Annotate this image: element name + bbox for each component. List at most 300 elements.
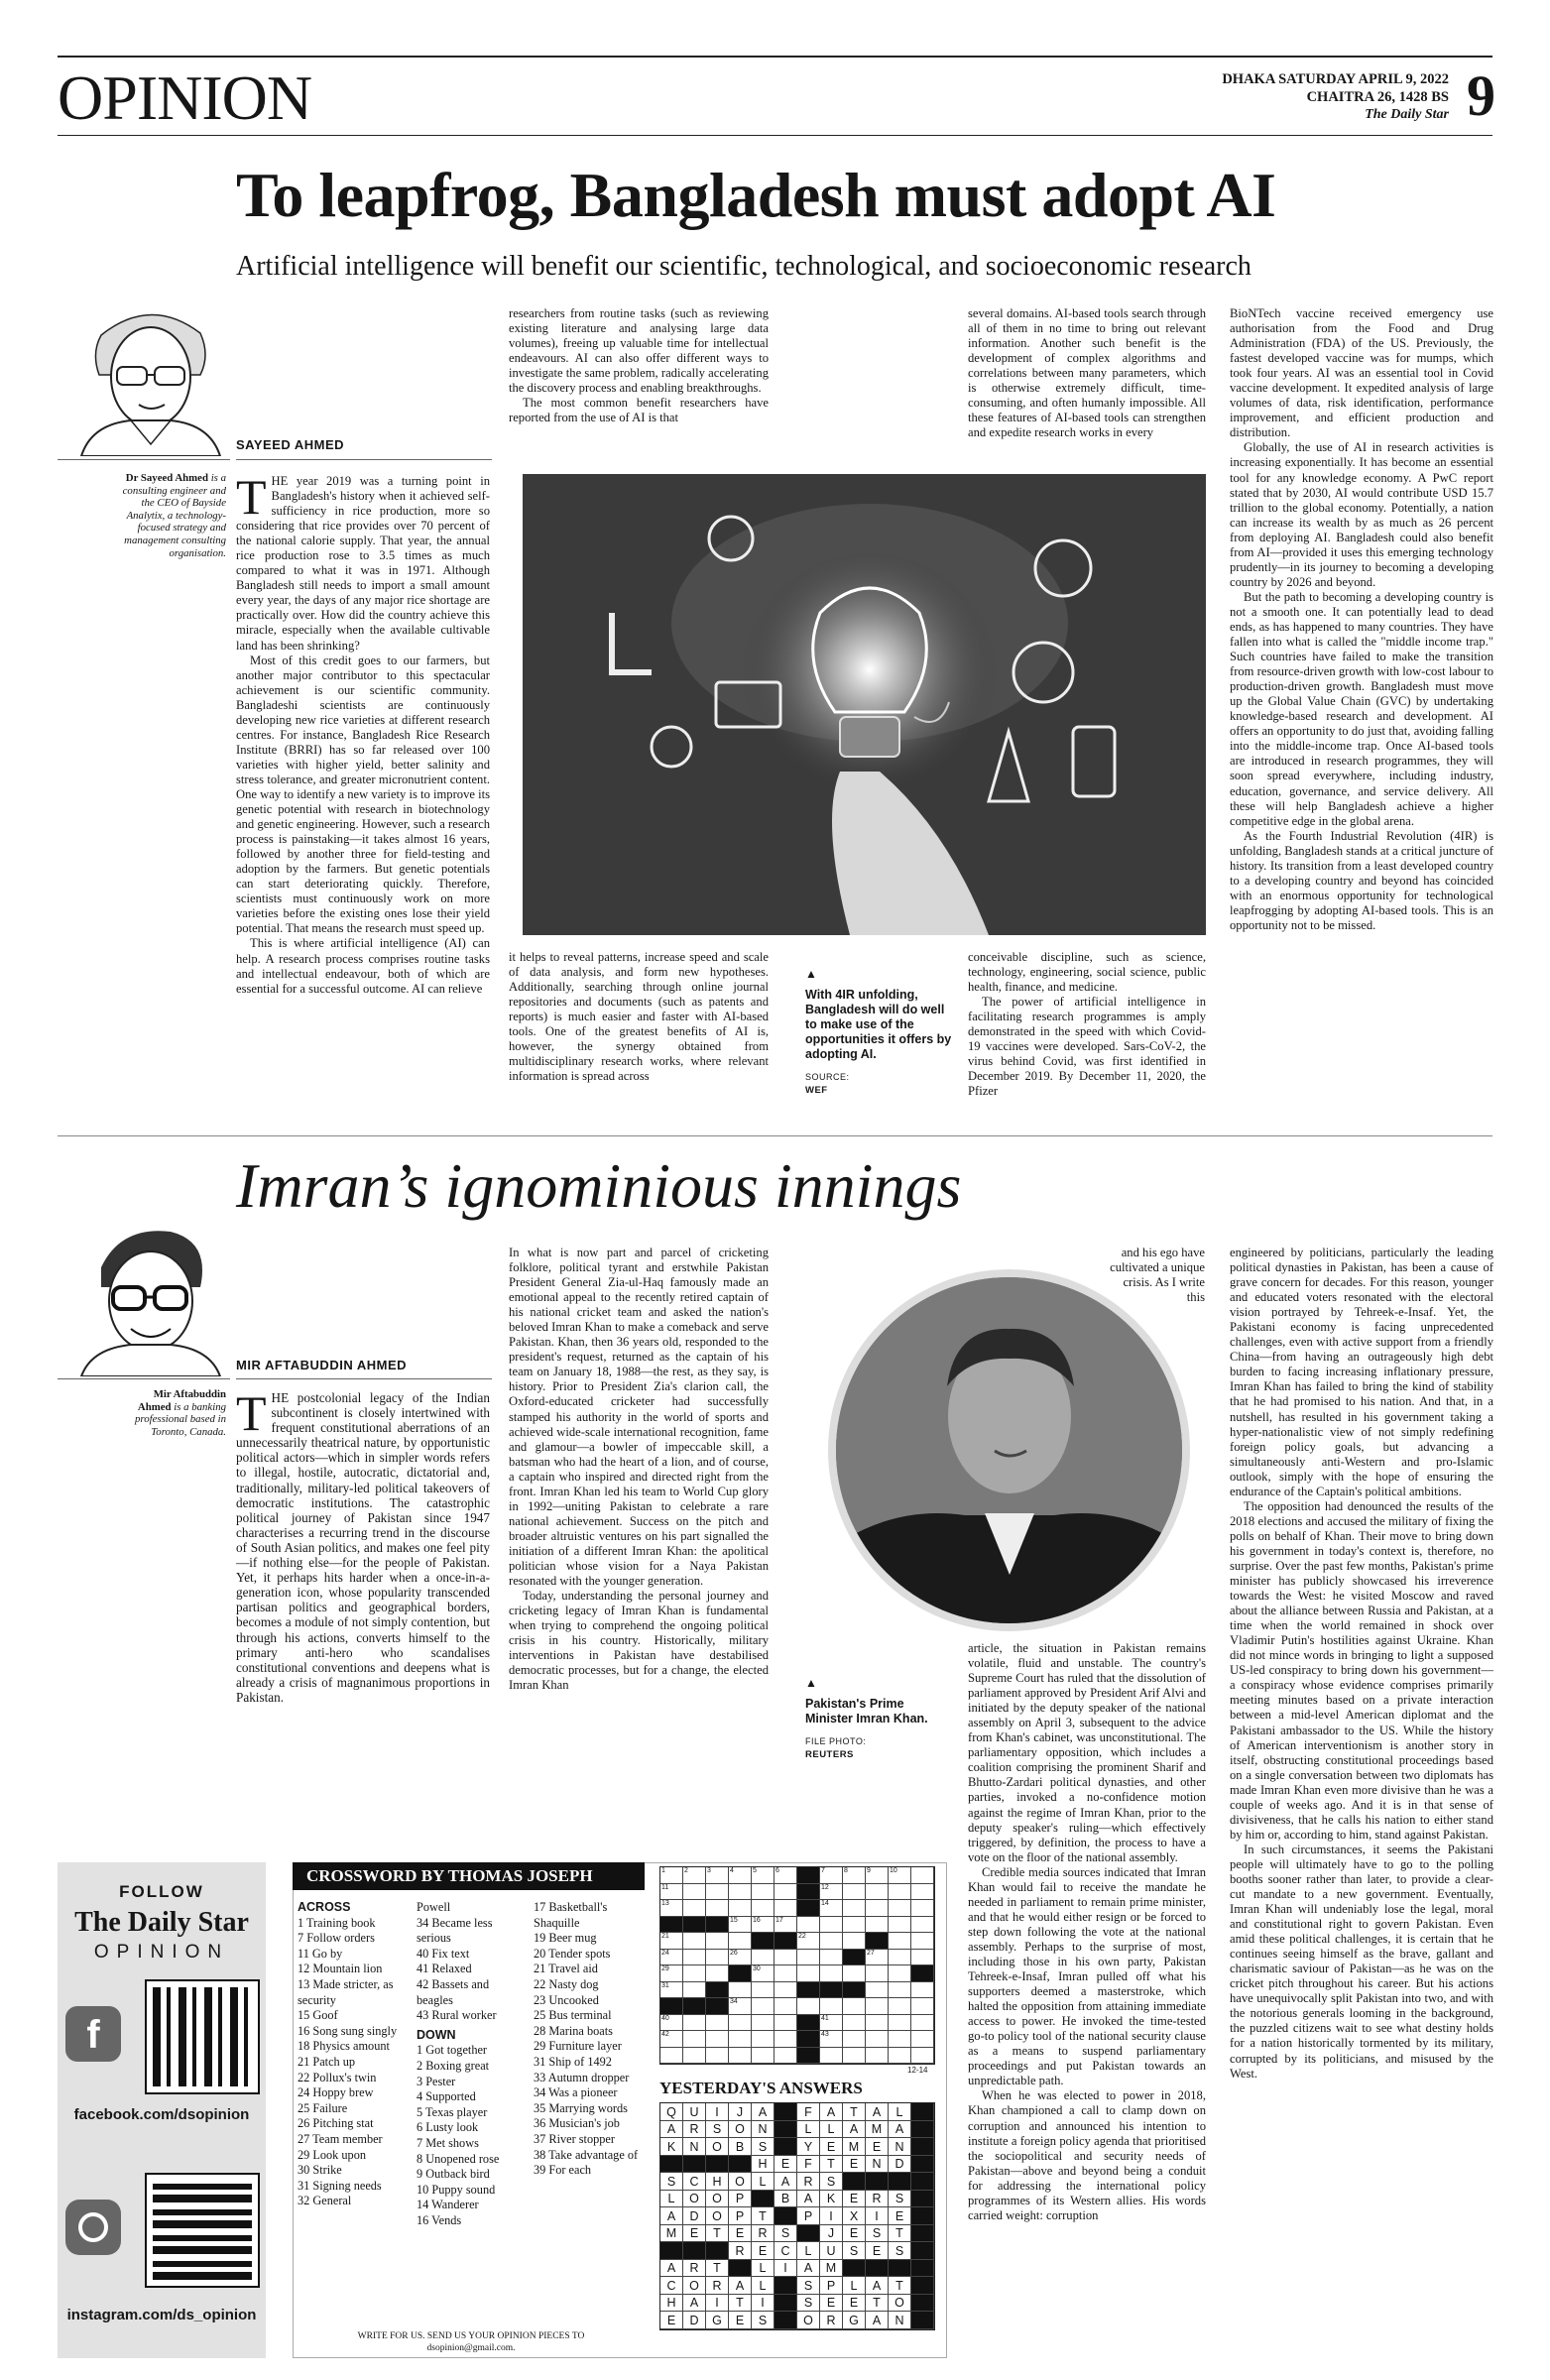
answer-cell <box>683 2156 706 2174</box>
answer-cell <box>889 2260 911 2278</box>
crossword-clue: 26 Pitching stat <box>298 2116 374 2131</box>
answer-cell: S <box>889 2242 911 2260</box>
crossword-cell[interactable] <box>889 1965 911 1982</box>
answer-cell: H <box>752 2156 775 2174</box>
crossword-cell[interactable] <box>752 1982 775 1999</box>
crossword-cell <box>660 1917 683 1934</box>
crossword-cell[interactable]: 9 <box>866 1867 889 1884</box>
crossword-cell <box>797 2048 820 2065</box>
crossword-cell[interactable] <box>843 1965 866 1982</box>
answer-cell: S <box>706 2121 729 2139</box>
crossword-cell[interactable] <box>683 2048 706 2065</box>
crossword-cell[interactable]: 29 <box>660 1965 683 1982</box>
answer-cell <box>729 2156 752 2174</box>
crossword-cell <box>775 1933 797 1950</box>
instagram-qr-code[interactable] <box>147 2175 258 2286</box>
answer-cell: I <box>866 2207 889 2225</box>
crossword-cell[interactable] <box>729 1982 752 1999</box>
crossword-cell[interactable] <box>820 1950 843 1966</box>
crossword-cell[interactable] <box>683 1950 706 1966</box>
crossword-clue: 22 Pollux's twin <box>298 2070 377 2084</box>
crossword-cell[interactable]: 43 <box>820 2031 843 2048</box>
masthead-small: The Daily Star <box>1365 107 1449 122</box>
crossword-cell <box>797 2031 820 2048</box>
crossword-cell[interactable] <box>843 2048 866 2065</box>
answer-cell: A <box>843 2121 866 2139</box>
answer-cell <box>775 2103 797 2121</box>
answer-cell: S <box>797 2295 820 2313</box>
crossword-clue: 11 Go by <box>298 1946 343 1961</box>
answer-cell: A <box>866 2277 889 2295</box>
answer-cell: T <box>729 2295 752 2313</box>
crossword-cell[interactable]: 4 <box>729 1867 752 1884</box>
crossword-cell[interactable] <box>752 1884 775 1901</box>
answer-cell: O <box>706 2207 729 2225</box>
crossword-cell <box>843 1982 866 1999</box>
crossword-clue: 20 Tender spots <box>534 1946 611 1961</box>
answer-cell: E <box>866 2242 889 2260</box>
crossword-clue: 29 Look upon <box>298 2147 366 2162</box>
article2-column-4: engineered by politicians, particularly the leading political dynasties in Pakistan, has been a cause of grave concern for decades. For this reason, younger and educated voters resonated with the electoral vision portrayed by Tehreek-e-Insaf. Yet, the Pakistani economy is facing unprecedented challenges, even with active support from a friendly China—from having an outrageously high debt burden to facing increasing inflationary pressure, Imran Khan has failed to bring the kind of stability that he had promised to his nation. And that, in a nutshell, has resulted in his government taking a hyper-nationalistic view of not simply redefining foreign policy goals, but advancing a simultaneously anti-Western and pro-Islamic outlook, simply with the hope of ensuring the endurance of the Captain's political ambitions. The opposition had denounced the results of the 2018 elections and accused the military of fixing the polls on behalf of Khan. Their move to bring down his government in today's context is, therefore, no surprise. Over the past few months, Pakistan's prime minister has publicly showcased his irreverence towards the West: he visited Moscow and raved about the alliance between Russia and Pakistan, at a time when the world remained in shock over Vladimir Putin's hostilities against Ukraine. Khan did not mince words in bringing to light a supposed US-led conspiracy to bring down his government—a conspiracy whose evidence comprises primarily meeting minutes based on a private interaction between a mid-level American diplomat and the Pakistani ambassador to the US. While the history of American interventionism is another story in itself, obstructing constitutional proceedings based on a single conversation between two diplomats has made Imran Khan even more divisive than he was a couple of weeks ago. And it is in that sense of divisiveness, that he calls his nation to either stand by him or, according to him, stand against Pakistan. In such circumstances, it seems the Pakistani people will ultimately have to go to the polling booths sooner rather than later, to provide a clear-cut mandate to a new government. Eventually, Imran Khan will undeniably lose the legal, moral and constitutional right to govern Pakistan. Even amid these political challenges, it is certain that he continues seeing himself as the brave, gallant and charismatic saviour of Pakistan—as he was on the cricket pitch throughout his career. But his actions have unequivocally split Pakistan into two, and with the notorious generals looming in the background, the puzzled citizens wait to see what destiny holds for a nation historically tormented by its military, corrupted by its politicians, and misused by the West. <box>1230 1246 1493 2081</box>
crossword-cell <box>820 1982 843 1999</box>
crossword-cell[interactable] <box>752 1998 775 2015</box>
crossword-cell[interactable] <box>820 1933 843 1950</box>
crossword-cell[interactable] <box>752 1950 775 1966</box>
crossword-cell[interactable] <box>911 1900 934 1917</box>
crossword-cell <box>843 1950 866 1966</box>
answer-cell: J <box>820 2225 843 2243</box>
crossword-clue: 14 Wanderer <box>417 2198 479 2212</box>
crossword-cell[interactable] <box>911 1950 934 1966</box>
crossword-cell[interactable] <box>706 1965 729 1982</box>
answer-cell: E <box>866 2138 889 2156</box>
crossword-cell[interactable]: 12 <box>820 1884 843 1901</box>
answer-cell <box>911 2121 934 2139</box>
answer-cell: L <box>752 2260 775 2278</box>
answer-cell: E <box>820 2295 843 2313</box>
crossword-cell[interactable]: 5 <box>752 1867 775 1884</box>
crossword-cell[interactable] <box>729 2048 752 2065</box>
crossword-cell[interactable] <box>889 1998 911 2015</box>
crossword-cell[interactable] <box>889 1900 911 1917</box>
crossword-cell[interactable] <box>843 1900 866 1917</box>
imran-khan-photo <box>828 1269 1190 1631</box>
answer-cell: S <box>775 2225 797 2243</box>
crossword-cell[interactable] <box>843 2015 866 2032</box>
crossword-cell[interactable] <box>843 1998 866 2015</box>
crossword-cell[interactable] <box>775 1998 797 2015</box>
answer-cell <box>911 2103 934 2121</box>
crossword-cell[interactable] <box>866 2048 889 2065</box>
crossword-cell[interactable] <box>911 2048 934 2065</box>
answer-cell: N <box>752 2121 775 2139</box>
crossword-cell[interactable] <box>706 2048 729 2065</box>
article1-author-bio <box>119 472 226 559</box>
crossword-cell <box>706 1998 729 2015</box>
crossword-cell <box>706 1917 729 1934</box>
answer-cell: A <box>866 2103 889 2121</box>
answer-cell: T <box>889 2277 911 2295</box>
answer-cell: E <box>729 2225 752 2243</box>
answer-cell: A <box>752 2103 775 2121</box>
answer-cell: R <box>797 2173 820 2191</box>
crossword-cell[interactable] <box>729 1933 752 1950</box>
facebook-icon[interactable]: f <box>65 2006 121 2062</box>
article1-column-2-top: researchers from routine tasks (such as reviewing existing literature and analysing large data volumes), freeing up valuable time for intellectual endeavours. AI can also offer different ways to investigate the same problem, radically accelerating the discovery process and enabling breakthroughs. The most common benefit researchers have reported from the use of AI is that <box>509 306 769 425</box>
crossword-cell[interactable] <box>866 1998 889 2015</box>
crossword-cell[interactable] <box>911 1917 934 1934</box>
article1-subheadline: Artificial intelligence will benefit our scientific, technological, and socioeconomic research <box>236 251 1252 282</box>
crossword-clue: 13 Made stricter, as security <box>298 1976 394 2007</box>
crossword-cell[interactable] <box>752 2048 775 2065</box>
crossword-clue: 15 Goof <box>298 2008 338 2023</box>
crossword-cell <box>797 2015 820 2032</box>
crossword-cell[interactable] <box>660 2048 683 2065</box>
crossword-grid[interactable] <box>659 1866 935 2065</box>
crossword-cell[interactable] <box>683 1933 706 1950</box>
answer-cell: P <box>797 2207 820 2225</box>
crossword-cell[interactable] <box>683 1900 706 1917</box>
crossword-cell[interactable]: 22 <box>797 1933 820 1950</box>
drop-cap: T <box>236 1390 267 1441</box>
crossword-cell[interactable] <box>820 1998 843 2015</box>
crossword-cell[interactable]: 40 <box>660 2015 683 2032</box>
answer-cell: E <box>820 2138 843 2156</box>
answer-cell <box>911 2156 934 2174</box>
crossword-clue: 3 Pester <box>417 2074 456 2088</box>
crossword-cell[interactable] <box>706 1884 729 1901</box>
crossword-cell[interactable] <box>775 2031 797 2048</box>
crossword-clue: 4 Supported <box>417 2089 476 2104</box>
answer-cell: C <box>660 2277 683 2295</box>
crossword-clue: 16 Song sung singly <box>298 2023 398 2038</box>
crossword-clue: 37 River stopper <box>534 2131 615 2146</box>
crossword-cell[interactable] <box>729 2031 752 2048</box>
answer-cell: L <box>797 2242 820 2260</box>
section-title: OPINION <box>58 62 312 133</box>
crossword-cell[interactable] <box>866 1917 889 1934</box>
crossword-cell[interactable]: 30 <box>752 1965 775 1982</box>
crossword-cell[interactable]: 13 <box>660 1900 683 1917</box>
answer-cell: E <box>660 2312 683 2329</box>
crossword-cell[interactable] <box>729 2015 752 2032</box>
crossword-cell[interactable] <box>706 1933 729 1950</box>
crossword-cell <box>866 1933 889 1950</box>
clues-column-3 <box>534 1900 643 2179</box>
answer-cell: T <box>843 2103 866 2121</box>
crossword-cell[interactable] <box>683 1884 706 1901</box>
crossword-cell[interactable]: 7 <box>820 1867 843 1884</box>
answer-cell <box>683 2242 706 2260</box>
crossword-cell[interactable] <box>843 1933 866 1950</box>
crossword-cell[interactable] <box>889 1933 911 1950</box>
answer-cell <box>911 2312 934 2329</box>
crossword-cell[interactable] <box>866 1965 889 1982</box>
crossword-cell[interactable]: 1 <box>660 1867 683 1884</box>
answer-cell <box>729 2260 752 2278</box>
crossword-clue: 1 Got together <box>417 2043 488 2058</box>
answer-cell: R <box>683 2260 706 2278</box>
crossword-cell[interactable] <box>911 2031 934 2048</box>
answer-cell: A <box>660 2260 683 2278</box>
answer-cell <box>797 2225 820 2243</box>
answer-cell: N <box>866 2156 889 2174</box>
answer-cell: S <box>660 2173 683 2191</box>
issue-date-bs: CHAITRA 26, 1428 BS <box>1306 89 1449 105</box>
crossword-cell[interactable] <box>797 1917 820 1934</box>
crossword-cell[interactable] <box>866 2031 889 2048</box>
crossword-clue: 25 Failure <box>298 2100 348 2115</box>
crossword-cell[interactable] <box>820 1965 843 1982</box>
crossword-cell[interactable] <box>752 2015 775 2032</box>
crossword-cell[interactable] <box>729 1900 752 1917</box>
header-bottom-rule <box>58 135 1492 136</box>
crossword-cell[interactable]: 16 <box>752 1917 775 1934</box>
crossword-clue: 22 Nasty dog <box>534 1976 599 1991</box>
crossword-cell[interactable] <box>752 2031 775 2048</box>
answer-cell <box>775 2121 797 2139</box>
crossword-cell[interactable] <box>866 1900 889 1917</box>
crossword-code: 12-14 <box>907 2066 928 2075</box>
article2-column-1: THE postcolonial legacy of the Indian subcontinent is closely intertwined with frequent constitutional aberrations of an unnecessarily theatrical nature, by opportunistic political actors—which in simpler words refers to illegal, hostile, autocratic, dictatorial and, traditionally, military-led political takeovers of democratic institutions. The catastrophic political journey of Pakistan since 1947 characterises a recurring trend in the discourse of South Asian politics, and makes one feel pity—if nothing else—for the people of Pakistan. Yet, it perhaps hits harder when a once-in-a-generation icon, whose popularity transcended partisan politics and geographical borders, becomes a module of not simply contention, but through his actions, converts himself to the primary anti-hero who scandalises constitutional conventions and deepens what is already a crisis of magnanimous proportions in Pakistan. <box>236 1390 490 1705</box>
crossword-clue: 31 Ship of 1492 <box>534 2054 612 2069</box>
answer-cell: L <box>820 2121 843 2139</box>
crossword-cell <box>660 1998 683 2015</box>
answer-cell: O <box>706 2138 729 2156</box>
crossword-cell[interactable]: 24 <box>660 1950 683 1966</box>
answer-cell <box>752 2191 775 2208</box>
answer-cell: B <box>775 2191 797 2208</box>
crossword-cell[interactable] <box>911 1884 934 1901</box>
crossword-cell[interactable] <box>911 1998 934 2015</box>
answer-cell <box>706 2242 729 2260</box>
answer-cell <box>660 2156 683 2174</box>
answer-cell: D <box>683 2207 706 2225</box>
facebook-qr-code[interactable] <box>147 1981 258 2092</box>
instagram-icon[interactable] <box>65 2200 121 2255</box>
article1-headline: To leapfrog, Bangladesh must adopt AI <box>236 160 1276 230</box>
crossword-cell[interactable] <box>866 1884 889 1901</box>
crossword-cell[interactable] <box>683 1982 706 1999</box>
answer-cell: L <box>843 2277 866 2295</box>
crossword-clue: 28 Marina boats <box>534 2023 613 2038</box>
crossword-cell <box>729 1965 752 1982</box>
crossword-cell[interactable] <box>775 1982 797 1999</box>
answer-cell: T <box>706 2225 729 2243</box>
crossword-cell[interactable]: 41 <box>820 2015 843 2032</box>
crossword-cell[interactable] <box>706 1900 729 1917</box>
article1-column-2-bottom: it helps to reveal patterns, increase speed and scale of data analysis, and form new hypotheses. Additionally, searching through online journal repositories and documents (such as patents and reports) is much easier and faster with AI-based tools. One of the greatest benefits of AI is, however, the synergy obtained from multidisciplinary research works, where relevant information is spread across <box>509 950 769 1084</box>
crossword-cell[interactable] <box>889 2015 911 2032</box>
answer-cell: D <box>889 2156 911 2174</box>
answer-cell: R <box>683 2121 706 2139</box>
crossword-cell[interactable] <box>775 1884 797 1901</box>
crossword-cell[interactable] <box>889 2048 911 2065</box>
article2-byline: MIR AFTABUDDIN AHMED <box>236 1358 407 1372</box>
answers-grid <box>659 2102 935 2330</box>
crossword-cell[interactable] <box>706 2015 729 2032</box>
answer-cell: R <box>752 2225 775 2243</box>
answer-cell: T <box>706 2260 729 2278</box>
crossword-clue: 21 Patch up <box>298 2054 356 2069</box>
answer-cell: A <box>820 2103 843 2121</box>
crossword-cell[interactable] <box>866 1982 889 1999</box>
crossword-cell[interactable] <box>775 1950 797 1966</box>
crossword-cell[interactable] <box>775 2048 797 2065</box>
crossword-clue: 7 Follow orders <box>298 1931 375 1946</box>
crossword-cell[interactable] <box>775 1965 797 1982</box>
answer-cell: I <box>752 2295 775 2313</box>
article2-column-2: In what is now part and parcel of cricketing folklore, political tyrant and erstwhile Pakistan President General Zia-ul-Haq famously made an emotional appeal to the recently retired captain of his national cricket team and asked the nation's beloved Imran Khan to make a comeback and serve Pakistan. Khan, then 36 years old, responded to the president's request, returned as the captain of his team on January 18, 1988—the rest, as they say, is history. Prior to President Zia's clarion call, the Oxford-educated cricketer had successfully stamped his authority in the world of sports and achieved wide-scale international recognition, fame and glamour—a bowler of impeccable skill, a batsman who had the heart of a lion, and of course, a captain who inspired and directed right from the front. Imran Khan led his team to World Cup glory in 1992—uniting Pakistan to celebrate a rare national achievement. Success on the pitch and broader altruistic ventures on his part signalled the initiation of a different Imran Khan: the apolitical politician whose vision for a Naya Pakistan resonated with the younger generation. Today, understanding the personal journey and cricketing legacy of Imran Khan is fundamental when trying to comprehend the ongoing political crisis in his country. Historically, military interventions in Pakistan have destabilised democratic processes, but for a change, the elected Imran Khan <box>509 1246 769 1693</box>
crossword-cell[interactable]: 42 <box>660 2031 683 2048</box>
crossword-cell[interactable]: 31 <box>660 1982 683 1999</box>
crossword-cell[interactable] <box>889 2031 911 2048</box>
crossword-cell[interactable]: 34 <box>729 1998 752 2015</box>
crossword-cell[interactable]: 27 <box>866 1950 889 1966</box>
answer-cell: A <box>683 2295 706 2313</box>
crossword-cell[interactable] <box>889 1917 911 1934</box>
crossword-cell[interactable]: 26 <box>729 1950 752 1966</box>
crossword-cell[interactable]: 3 <box>706 1867 729 1884</box>
author-description: is a banking professional based in Toronto, Canada. <box>135 1400 226 1438</box>
crossword-cell[interactable] <box>820 1917 843 1934</box>
crossword-cell[interactable] <box>911 2015 934 2032</box>
answer-cell: M <box>820 2260 843 2278</box>
answer-cell <box>660 2242 683 2260</box>
crossword-cell[interactable]: 14 <box>820 1900 843 1917</box>
answer-cell <box>911 2295 934 2313</box>
article2-column-3-top: and his ego have cultivated a unique crisis. As I write this <box>1110 1246 1205 1305</box>
crossword-cell[interactable] <box>775 1900 797 1917</box>
answer-cell: O <box>889 2295 911 2313</box>
crossword-cell[interactable]: 17 <box>775 1917 797 1934</box>
crossword-cell[interactable]: 8 <box>843 1867 866 1884</box>
answer-cell: E <box>843 2295 866 2313</box>
answer-cell <box>911 2191 934 2208</box>
crossword-clue: 18 Physics amount <box>298 2039 390 2054</box>
crossword-cell[interactable]: 15 <box>729 1917 752 1934</box>
answer-cell: O <box>729 2121 752 2139</box>
crossword-cell[interactable] <box>797 1950 820 1966</box>
crossword-cell[interactable] <box>889 1950 911 1966</box>
crossword-clue: 5 Texas player <box>417 2104 488 2119</box>
crossword-clue: 34 Was a pioneer <box>534 2085 618 2100</box>
article1-byline: SAYEED AHMED <box>236 437 345 452</box>
yesterdays-answers-title: YESTERDAY'S ANSWERS <box>659 2079 863 2097</box>
answer-cell <box>775 2207 797 2225</box>
author-portrait-sayeed <box>61 296 238 456</box>
crossword-cell <box>797 1867 820 1884</box>
facebook-link[interactable]: facebook.com/dsopinion <box>73 2106 250 2123</box>
crossword-cell[interactable] <box>843 1917 866 1934</box>
article2-headline: Imran’s ignominious innings <box>236 1150 962 1221</box>
crossword-cell <box>911 1965 934 1982</box>
crossword-clue: 34 Became less serious <box>417 1915 493 1946</box>
crossword-cell[interactable]: 10 <box>889 1867 911 1884</box>
crossword-cell[interactable] <box>889 1982 911 1999</box>
article2-caption: ▲ Pakistan's Prime Minister Imran Khan. FILE PHOTO: REUTERS <box>805 1676 928 1760</box>
crossword-clue: 19 Beer mug <box>534 1931 597 1946</box>
crossword-title: CROSSWORD BY THOMAS JOSEPH <box>293 1862 645 1890</box>
answer-cell: S <box>866 2225 889 2243</box>
answer-cell <box>911 2173 934 2191</box>
crossword-clue: 17 Basketball's Shaquille <box>534 1900 608 1930</box>
answer-cell: M <box>843 2138 866 2156</box>
article2-author-bio <box>119 1388 226 1438</box>
crossword-cell[interactable] <box>683 1965 706 1982</box>
answer-cell: S <box>797 2277 820 2295</box>
crossword-clue: 42 Bassets and beagles <box>417 1976 490 2007</box>
crossword-cell[interactable] <box>706 1950 729 1966</box>
answer-cell: L <box>752 2173 775 2191</box>
crossword-cell[interactable] <box>911 1867 934 1884</box>
crossword-clue: 12 Mountain lion <box>298 1962 383 1976</box>
crossword-cell <box>683 1998 706 2015</box>
crossword-clue: 2 Boxing great <box>417 2058 490 2073</box>
crossword-cell[interactable] <box>843 1884 866 1901</box>
crossword-clue: 9 Outback bird <box>417 2167 490 2182</box>
answer-cell <box>866 2173 889 2191</box>
crossword-cell[interactable] <box>683 2015 706 2032</box>
crossword-cell[interactable]: 21 <box>660 1933 683 1950</box>
follow-masthead: The Daily Star <box>74 1907 249 1938</box>
issue-date: DHAKA SATURDAY APRIL 9, 2022 <box>1222 71 1449 87</box>
follow-box <box>58 1862 266 2358</box>
answer-cell: A <box>866 2312 889 2329</box>
answer-cell: K <box>820 2191 843 2208</box>
crossword-cell[interactable] <box>683 2031 706 2048</box>
crossword-cell[interactable]: 2 <box>683 1867 706 1884</box>
answer-cell <box>911 2225 934 2243</box>
crossword-cell[interactable]: 11 <box>660 1884 683 1901</box>
answer-cell: O <box>729 2173 752 2191</box>
crossword-cell[interactable] <box>866 2015 889 2032</box>
crossword-clue: 16 Vends <box>417 2212 462 2227</box>
crossword-cell[interactable] <box>911 1933 934 1950</box>
crossword-cell[interactable] <box>775 2015 797 2032</box>
crossword-cell[interactable] <box>843 2031 866 2048</box>
crossword-cell[interactable] <box>820 2048 843 2065</box>
answer-cell <box>889 2173 911 2191</box>
crossword-clue: 27 Team member <box>298 2131 383 2146</box>
crossword-cell <box>683 1917 706 1934</box>
answer-cell: T <box>752 2207 775 2225</box>
answer-cell: F <box>797 2156 820 2174</box>
crossword-cell[interactable] <box>706 2031 729 2048</box>
crossword-cell[interactable] <box>797 1965 820 1982</box>
answer-cell: R <box>706 2277 729 2295</box>
page-number: 9 <box>1467 63 1495 128</box>
answer-cell: Q <box>660 2103 683 2121</box>
crossword-cell[interactable] <box>752 1900 775 1917</box>
crossword-clue: 24 Hoppy brew <box>298 2085 374 2100</box>
instagram-link[interactable]: instagram.com/ds_opinion <box>66 2307 257 2323</box>
top-rule <box>58 56 1492 58</box>
answer-cell: A <box>660 2121 683 2139</box>
crossword-cell[interactable]: 6 <box>775 1867 797 1884</box>
answer-cell: P <box>729 2191 752 2208</box>
answer-cell: Y <box>797 2138 820 2156</box>
crossword-cell[interactable] <box>889 1884 911 1901</box>
crossword-cell[interactable] <box>729 1884 752 1901</box>
answer-cell <box>911 2207 934 2225</box>
crossword-clue: 35 Marrying words <box>534 2100 628 2115</box>
crossword-cell[interactable] <box>797 1998 820 2015</box>
article1-column-3-top: several domains. AI-based tools search through all of them in no time to bring out relevant information. Another such benefit is the development of complex algorithms and correlations between many parameters, which is otherwise extremely difficult, time-consuming, and often humanly impossible. All these features of AI-based tools can strengthen and expedite research works in every <box>968 306 1206 440</box>
answer-cell: A <box>660 2207 683 2225</box>
crossword-clue: 29 Furniture layer <box>534 2039 622 2054</box>
crossword-cell[interactable] <box>911 1982 934 1999</box>
